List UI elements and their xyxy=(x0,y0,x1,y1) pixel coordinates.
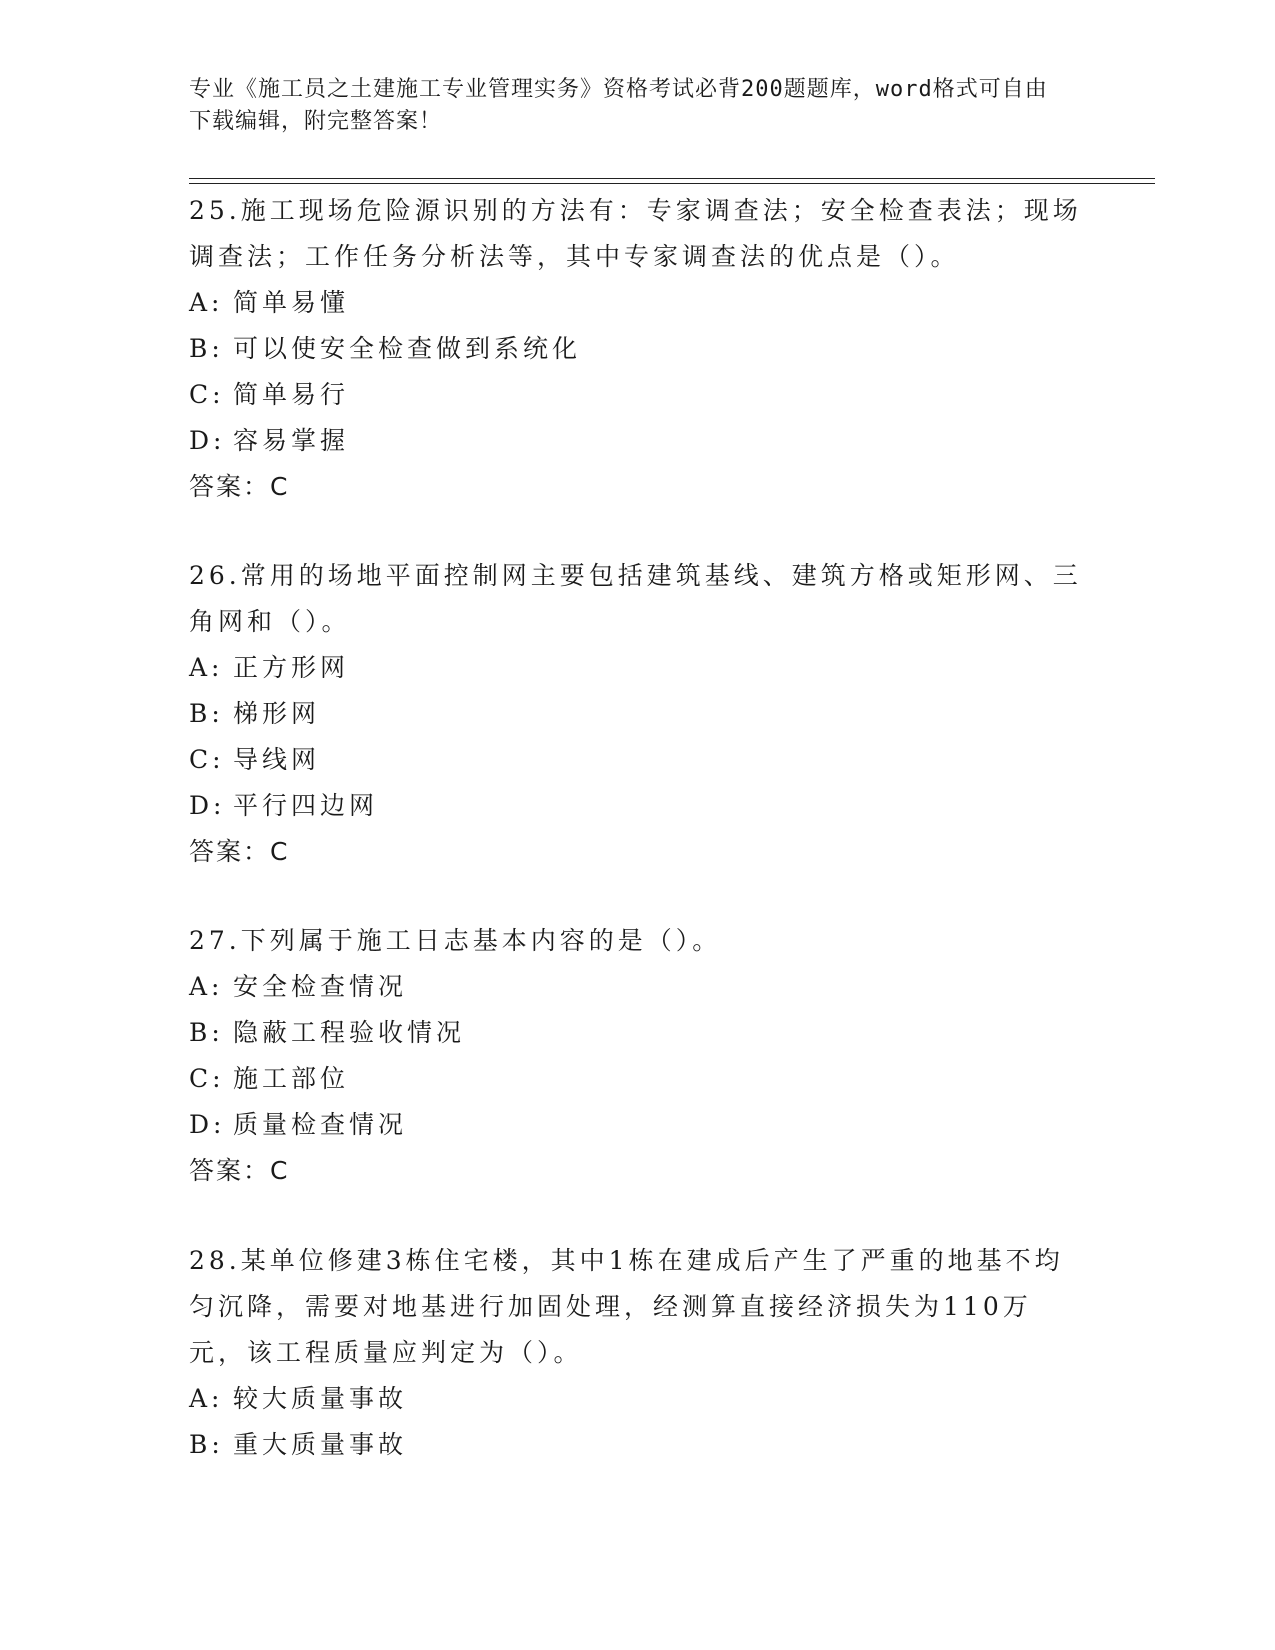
option-b xyxy=(189,691,1089,737)
option-d xyxy=(189,418,1089,464)
question-27 xyxy=(189,918,1089,1194)
option-letter: B: xyxy=(189,334,224,363)
question-stem: 27.下列属于施工日志基本内容的是（）。 xyxy=(189,926,722,955)
option-a xyxy=(189,645,1089,691)
question-25 xyxy=(189,188,1089,510)
option-text: 正方形网 xyxy=(233,653,350,682)
option-letter: C: xyxy=(189,1064,225,1093)
option-c xyxy=(189,1056,1089,1102)
option-a xyxy=(189,964,1089,1010)
question-stem: 26.常用的场地平面控制网主要包括建筑基线、建筑方格或矩形网、三角网和（）。 xyxy=(189,561,1082,636)
question-stem: 28.某单位修建3栋住宅楼，其中1栋在建成后产生了严重的地基不均匀沉降，需要对地基进行加固处理，经测算直接经济损失为110万元，该工程质量应判定为（）。 xyxy=(189,1246,1064,1367)
header-rule-bottom xyxy=(189,183,1155,184)
option-text: 梯形网 xyxy=(233,699,321,728)
option-letter: D: xyxy=(189,1110,226,1139)
option-letter: A: xyxy=(189,1384,224,1413)
option-a xyxy=(189,1376,1089,1422)
option-letter: C: xyxy=(189,380,225,409)
option-text: 可以使安全检查做到系统化 xyxy=(233,334,582,363)
option-letter: A: xyxy=(189,972,224,1001)
option-b xyxy=(189,326,1089,372)
option-b xyxy=(189,1422,1089,1468)
option-text: 平行四边网 xyxy=(233,791,379,820)
option-text: 质量检查情况 xyxy=(233,1110,408,1139)
option-a xyxy=(189,280,1089,326)
option-letter: D: xyxy=(189,426,226,455)
option-letter: B: xyxy=(189,1430,224,1459)
option-text: 较大质量事故 xyxy=(233,1384,408,1413)
option-letter: D: xyxy=(189,791,226,820)
answer-line: 答案：C xyxy=(189,472,290,501)
header-rule-top xyxy=(189,178,1155,179)
option-letter: B: xyxy=(189,699,224,728)
question-26 xyxy=(189,553,1089,875)
option-text: 简单易行 xyxy=(233,380,350,409)
option-d xyxy=(189,1102,1089,1148)
answer-line: 答案：C xyxy=(189,837,290,866)
option-text: 隐蔽工程验收情况 xyxy=(233,1018,466,1047)
option-letter: A: xyxy=(189,653,224,682)
option-text: 导线网 xyxy=(233,745,321,774)
option-c xyxy=(189,372,1089,418)
option-text: 安全检查情况 xyxy=(233,972,408,1001)
question-28 xyxy=(189,1238,1089,1468)
option-text: 容易掌握 xyxy=(233,426,350,455)
option-text: 施工部位 xyxy=(233,1064,350,1093)
option-letter: C: xyxy=(189,745,225,774)
document-header: 专业《施工员之土建施工专业管理实务》资格考试必背200题题库，word格式可自由下载编辑，附完整答案！ xyxy=(189,77,1048,134)
question-stem: 25.施工现场危险源识别的方法有：专家调查法；安全检查表法；现场调查法；工作任务分析法等，其中专家调查法的优点是（）。 xyxy=(189,196,1082,271)
option-letter: A: xyxy=(189,288,224,317)
option-d xyxy=(189,783,1089,829)
option-letter: B: xyxy=(189,1018,224,1047)
option-text: 简单易懂 xyxy=(233,288,350,317)
option-c xyxy=(189,737,1089,783)
answer-line: 答案：C xyxy=(189,1156,290,1185)
option-text: 重大质量事故 xyxy=(233,1430,408,1459)
option-b xyxy=(189,1010,1089,1056)
